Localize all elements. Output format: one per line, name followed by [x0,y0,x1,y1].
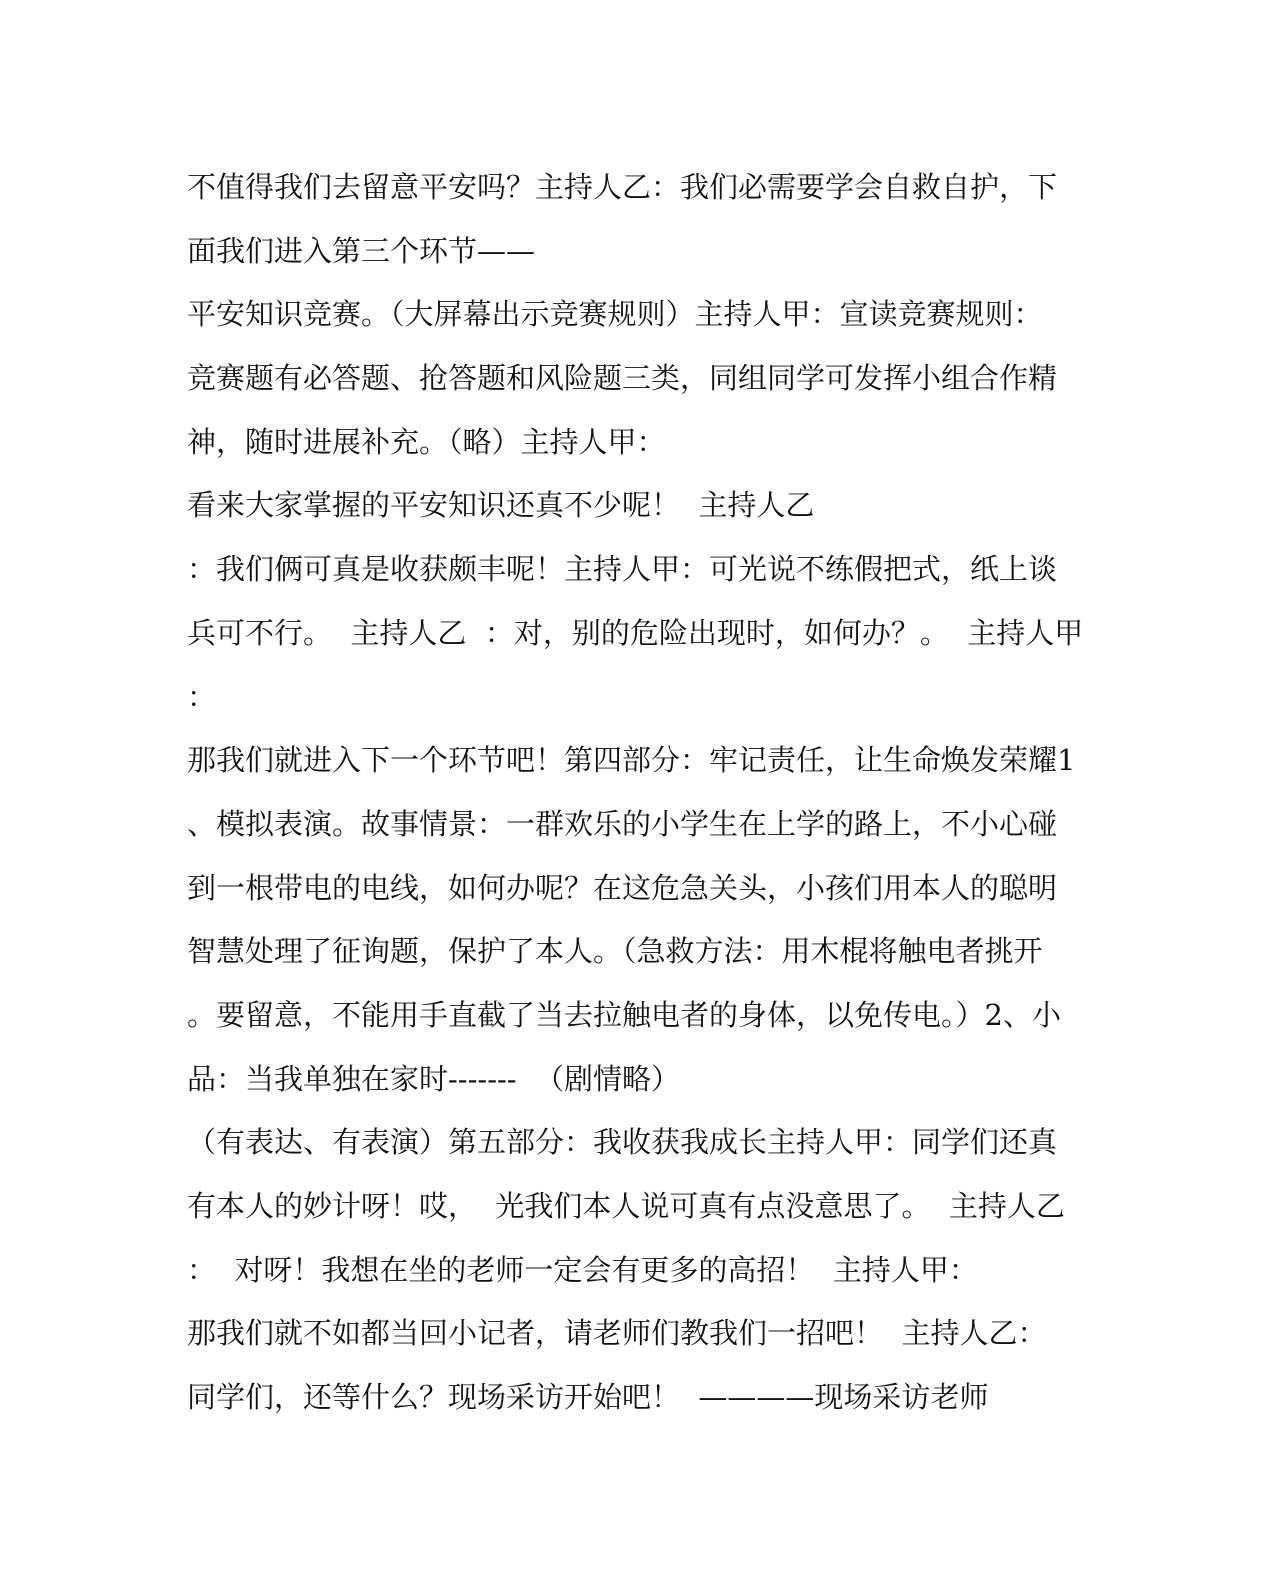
text-line: ： 对呀！我想在坐的老师一定会有更多的高招！ 主持人甲： [187,1252,978,1287]
text-line: 面我们进入第三个环节—— [187,233,536,268]
text-line: 那我们就进入下一个环节吧！第四部分：牢记责任，让生命焕发荣耀1 [187,743,1076,778]
text-line: ：我们俩可真是收获颇丰呢！主持人甲：可光说不练假把式，纸上谈 [187,552,1058,587]
text-line: 兵可不行。 主持人乙 ：对，别的危险出现时，如何办？。 主持人甲 [187,615,1084,650]
text-line: 看来大家掌握的平安知识还真不少呢！ 主持人乙 [187,488,815,523]
text-line: 不值得我们去留意平安吗？主持人乙：我们必需要学会自救自护，下 [187,170,1058,204]
text-line: 同学们，还等什么？现场采访开始吧！ ————现场采访老师 [187,1380,989,1415]
text-line: 有本人的妙计呀！哎， 光我们本人说可真有点没意思了。 主持人乙 [187,1189,1065,1223]
text-line: 、模拟表演。故事情景：一群欢乐的小学生在上学的路上，不小心碰 [187,806,1058,841]
body-text [187,156,1087,1430]
text-line: 智慧处理了征询题，保护了本人。（急救方法：用木棍将触电者挑开 [187,934,1043,969]
text-line: 平安知识竞赛。（大屏幕出示竞赛规则）主持人甲：宣读竞赛规则： [187,297,1043,332]
text-line: 。要留意，不能用手直截了当去拉触电者的身体，以免传电。）2、小 [187,997,1061,1032]
text-line: 品：当我单独在家时------- （剧情略） [187,1061,681,1096]
text-line: 到一根带电的电线，如何办呢？在这危急关头，小孩们用本人的聪明 [187,870,1058,905]
text-line: 那我们就不如都当回小记者，请老师们教我们一招吧！ 主持人乙： [187,1316,1047,1351]
text-line: 竞赛题有必答题、抢答题和风险题三类，同组同学可发挥小组合作精 [187,361,1058,396]
text-line: （有表达、有表演）第五部分：我收获我成长主持人甲：同学们还真 [187,1125,1058,1160]
text-line: 神，随时进展补充。（略）主持人甲： [187,424,666,459]
text-line: ： [187,679,217,714]
